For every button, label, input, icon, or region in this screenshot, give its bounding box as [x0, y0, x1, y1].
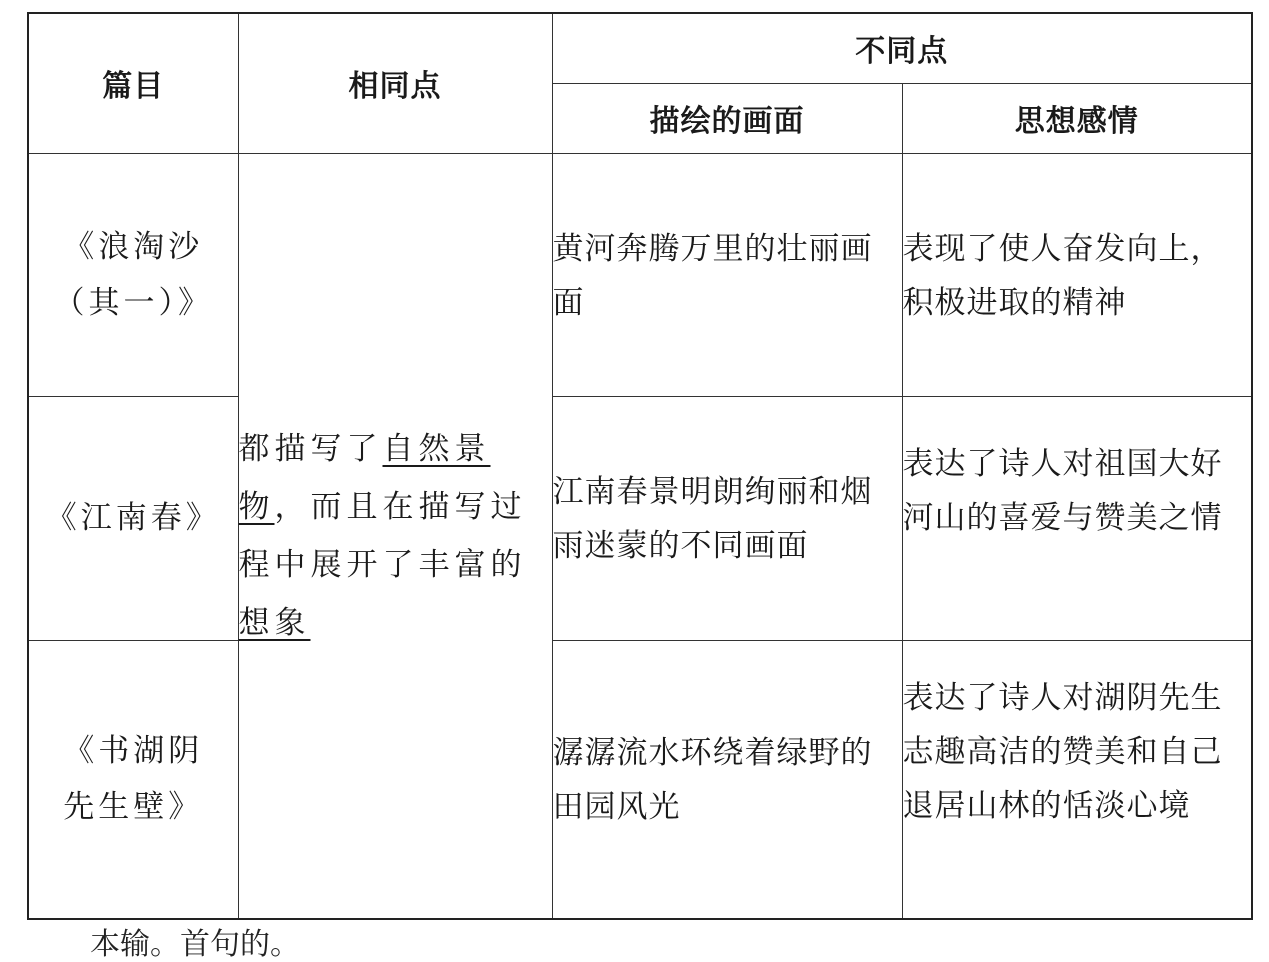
feeling-cell: 表达了诗人对湖阴先生志趣高洁的赞美和自己退居山林的恬淡心境 [902, 640, 1252, 919]
table-row [28, 396, 1252, 640]
common-text-underlined-nature: 自然景物 [238, 430, 491, 525]
poem-title-cell [28, 153, 238, 396]
scene-cell: 江南春景明朗绚丽和烟雨迷蒙的不同画面 [552, 396, 902, 640]
header-scene-column: 描绘的画面 [552, 83, 902, 153]
header-common-column: 相同点 [238, 13, 552, 153]
common-text-lead: 都描写了 [238, 430, 383, 467]
poem-title-line: 《江南春》 [45, 500, 221, 536]
header-title-column: 篇目 [28, 13, 238, 153]
common-text-underlined-imagination: 想象 [238, 604, 311, 641]
header-feeling-column: 思想感情 [902, 83, 1252, 153]
poem-title-cell [28, 640, 238, 919]
comparison-table [27, 12, 1253, 920]
poem-title-line: 《书湖阴 [63, 733, 204, 770]
common-text-middle: ，而且在描写过程中展开了丰富的 [238, 488, 527, 583]
poem-title-line: 《浪淘沙 [63, 228, 204, 265]
table-row [28, 640, 1252, 919]
poem-title-line: 先生壁》 [63, 789, 204, 826]
poem-title-line: （其一）》 [53, 284, 213, 321]
scene-cell: 黄河奔腾万里的壮丽画面 [552, 153, 902, 396]
table-row [28, 153, 1252, 396]
clipped-footer-text: 本输。首句的。 [90, 927, 300, 962]
feeling-cell: 表达了诗人对祖国大好河山的喜爱与赞美之情 [902, 396, 1252, 640]
poem-title-cell [28, 396, 238, 640]
common-points-cell [238, 153, 552, 919]
header-differences-group: 不同点 [552, 13, 1252, 83]
scene-cell: 潺潺流水环绕着绿野的田园风光 [552, 640, 902, 919]
header-row-top [28, 13, 1252, 83]
feeling-cell: 表现了使人奋发向上，积极进取的精神 [902, 153, 1252, 396]
